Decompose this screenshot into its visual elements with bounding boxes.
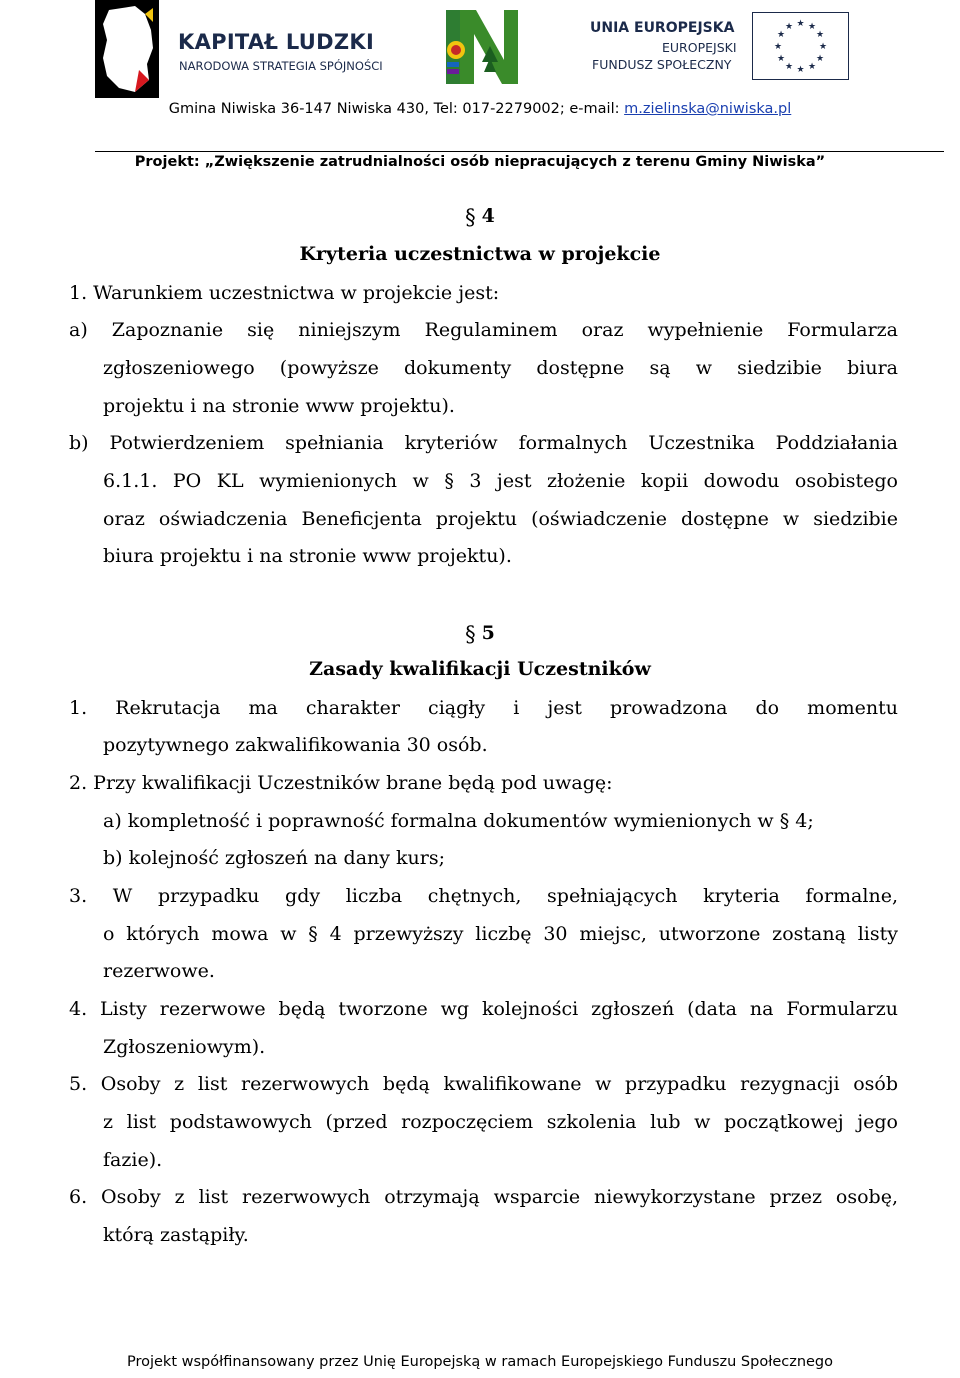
- s4-line-8: biura projektu i na stronie www projektu).: [103, 545, 512, 567]
- svg-text:★: ★: [807, 22, 817, 32]
- svg-text:★: ★: [796, 19, 805, 29]
- page-footer: Projekt współfinansowany przez Unię Europejską w ramach Europejskiego Funduszu Społecznego: [126, 1354, 834, 1370]
- svg-text:★: ★: [796, 65, 805, 75]
- svg-text:★: ★: [773, 42, 783, 52]
- email-link[interactable]: m.zielinska@niwiska.pl: [624, 101, 792, 117]
- s5-line-6: 3. W przypadku gdy liczba chętnych, spełniających kryteria formalne,: [69, 885, 898, 907]
- svg-text:★: ★: [776, 54, 786, 64]
- s4-line-7: oraz oświadczenia Beneficjenta projektu (oświadczenie dostępne w siedzibie: [103, 508, 898, 530]
- section-5-title: Zasady kwalifikacji Uczestników: [309, 658, 651, 680]
- contact-line: [0, 101, 960, 117]
- s4-line-4: projektu i na stronie www projektu).: [103, 395, 455, 417]
- s5-line-12: z list podstawowych (przed rozpoczęciem szkolenia lub w początkowej jego: [103, 1111, 898, 1133]
- eu-flag-icon: [752, 12, 849, 80]
- section-5-number: [0, 620, 960, 644]
- eu-logo: [590, 12, 890, 92]
- s5-line-4: a) kompletność i poprawność formalna dokumentów wymienionych w § 4;: [103, 810, 814, 832]
- s5-line-15: którą zastąpiły.: [103, 1224, 249, 1246]
- section-4-number: [0, 203, 960, 227]
- s5-line-11: 5. Osoby z list rezerwowych będą kwalifikowane w przypadku rezygnacji osób: [69, 1073, 898, 1095]
- s5-line-13: fazie).: [103, 1149, 163, 1171]
- poland-map-icon: [95, 0, 159, 98]
- svg-text:★: ★: [784, 62, 794, 72]
- ue-title: UNIA EUROPEJSKA: [590, 20, 735, 36]
- svg-text:★: ★: [815, 54, 825, 64]
- section-sign-icon: §: [465, 205, 476, 229]
- s4-line-6: 6.1.1. PO KL wymienionych w § 3 jest złożenie kopii dowodu osobistego: [103, 470, 898, 492]
- contact-text: Gmina Niwiska 36-147 Niwiska 430, Tel: 017-2279002; e-mail:: [168, 101, 625, 117]
- ue-subtitle-2: FUNDUSZ SPOŁECZNY: [592, 57, 732, 72]
- s4-line-5: b) Potwierdzeniem spełniania kryteriów formalnych Uczestnika Poddziałania: [69, 432, 898, 454]
- s5-line-7: o których mowa w § 4 przewyższy liczbę 30 miejsc, utworzone zostaną listy: [103, 923, 898, 945]
- project-title: Projekt: „Zwiększenie zatrudnialności osób niepracujących z terenu Gminy Niwiska”: [134, 154, 826, 170]
- section-4-title: Kryteria uczestnictwa w projekcie: [299, 243, 661, 265]
- kapital-ludzki-logo: [95, 0, 395, 100]
- s5-line-14: 6. Osoby z list rezerwowych otrzymają wsparcie niewykorzystane przez osobę,: [69, 1186, 898, 1208]
- s5-line-10: Zgłoszeniowym).: [103, 1036, 266, 1058]
- section-4-number-text: 4: [481, 205, 495, 227]
- ue-subtitle-1: EUROPEJSKI: [662, 40, 737, 55]
- s5-line-9: 4. Listy rezerwowe będą tworzone wg kolejności zgłoszeń (data na Formularzu: [69, 998, 898, 1020]
- kapital-ludzki-subtitle: NARODOWA STRATEGIA SPÓJNOŚCI: [179, 59, 383, 73]
- header-divider: [95, 151, 944, 152]
- s4-line-1: 1. Warunkiem uczestnictwa w projekcie jest:: [69, 282, 500, 304]
- s4-line-2: a) Zapoznanie się niniejszym Regulaminem oraz wypełnienie Formularza: [69, 319, 898, 341]
- section-sign-icon: §: [465, 622, 476, 646]
- s5-line-1: 1. Rekrutacja ma charakter ciągły i jest prowadzona do momentu: [69, 697, 898, 719]
- s5-line-5: b) kolejność zgłoszeń na dany kurs;: [103, 847, 446, 869]
- svg-text:★: ★: [818, 42, 828, 52]
- s5-line-8: rezerwowe.: [103, 960, 215, 982]
- s5-line-2: pozytywnego zakwalifikowania 30 osób.: [103, 734, 488, 756]
- svg-text:★: ★: [784, 22, 794, 32]
- svg-text:★: ★: [776, 30, 786, 40]
- s5-line-3: 2. Przy kwalifikacji Uczestników brane będą pod uwagę:: [69, 772, 613, 794]
- s4-line-3: zgłoszeniowego (powyższe dokumenty dostępne są w siedzibie biura: [103, 357, 898, 379]
- kapital-ludzki-title: KAPITAŁ LUDZKI: [178, 30, 375, 54]
- svg-text:★: ★: [815, 30, 825, 40]
- section-5-number-text: 5: [481, 622, 495, 644]
- niwiska-logo-icon: [446, 10, 518, 84]
- svg-text:★: ★: [807, 62, 817, 72]
